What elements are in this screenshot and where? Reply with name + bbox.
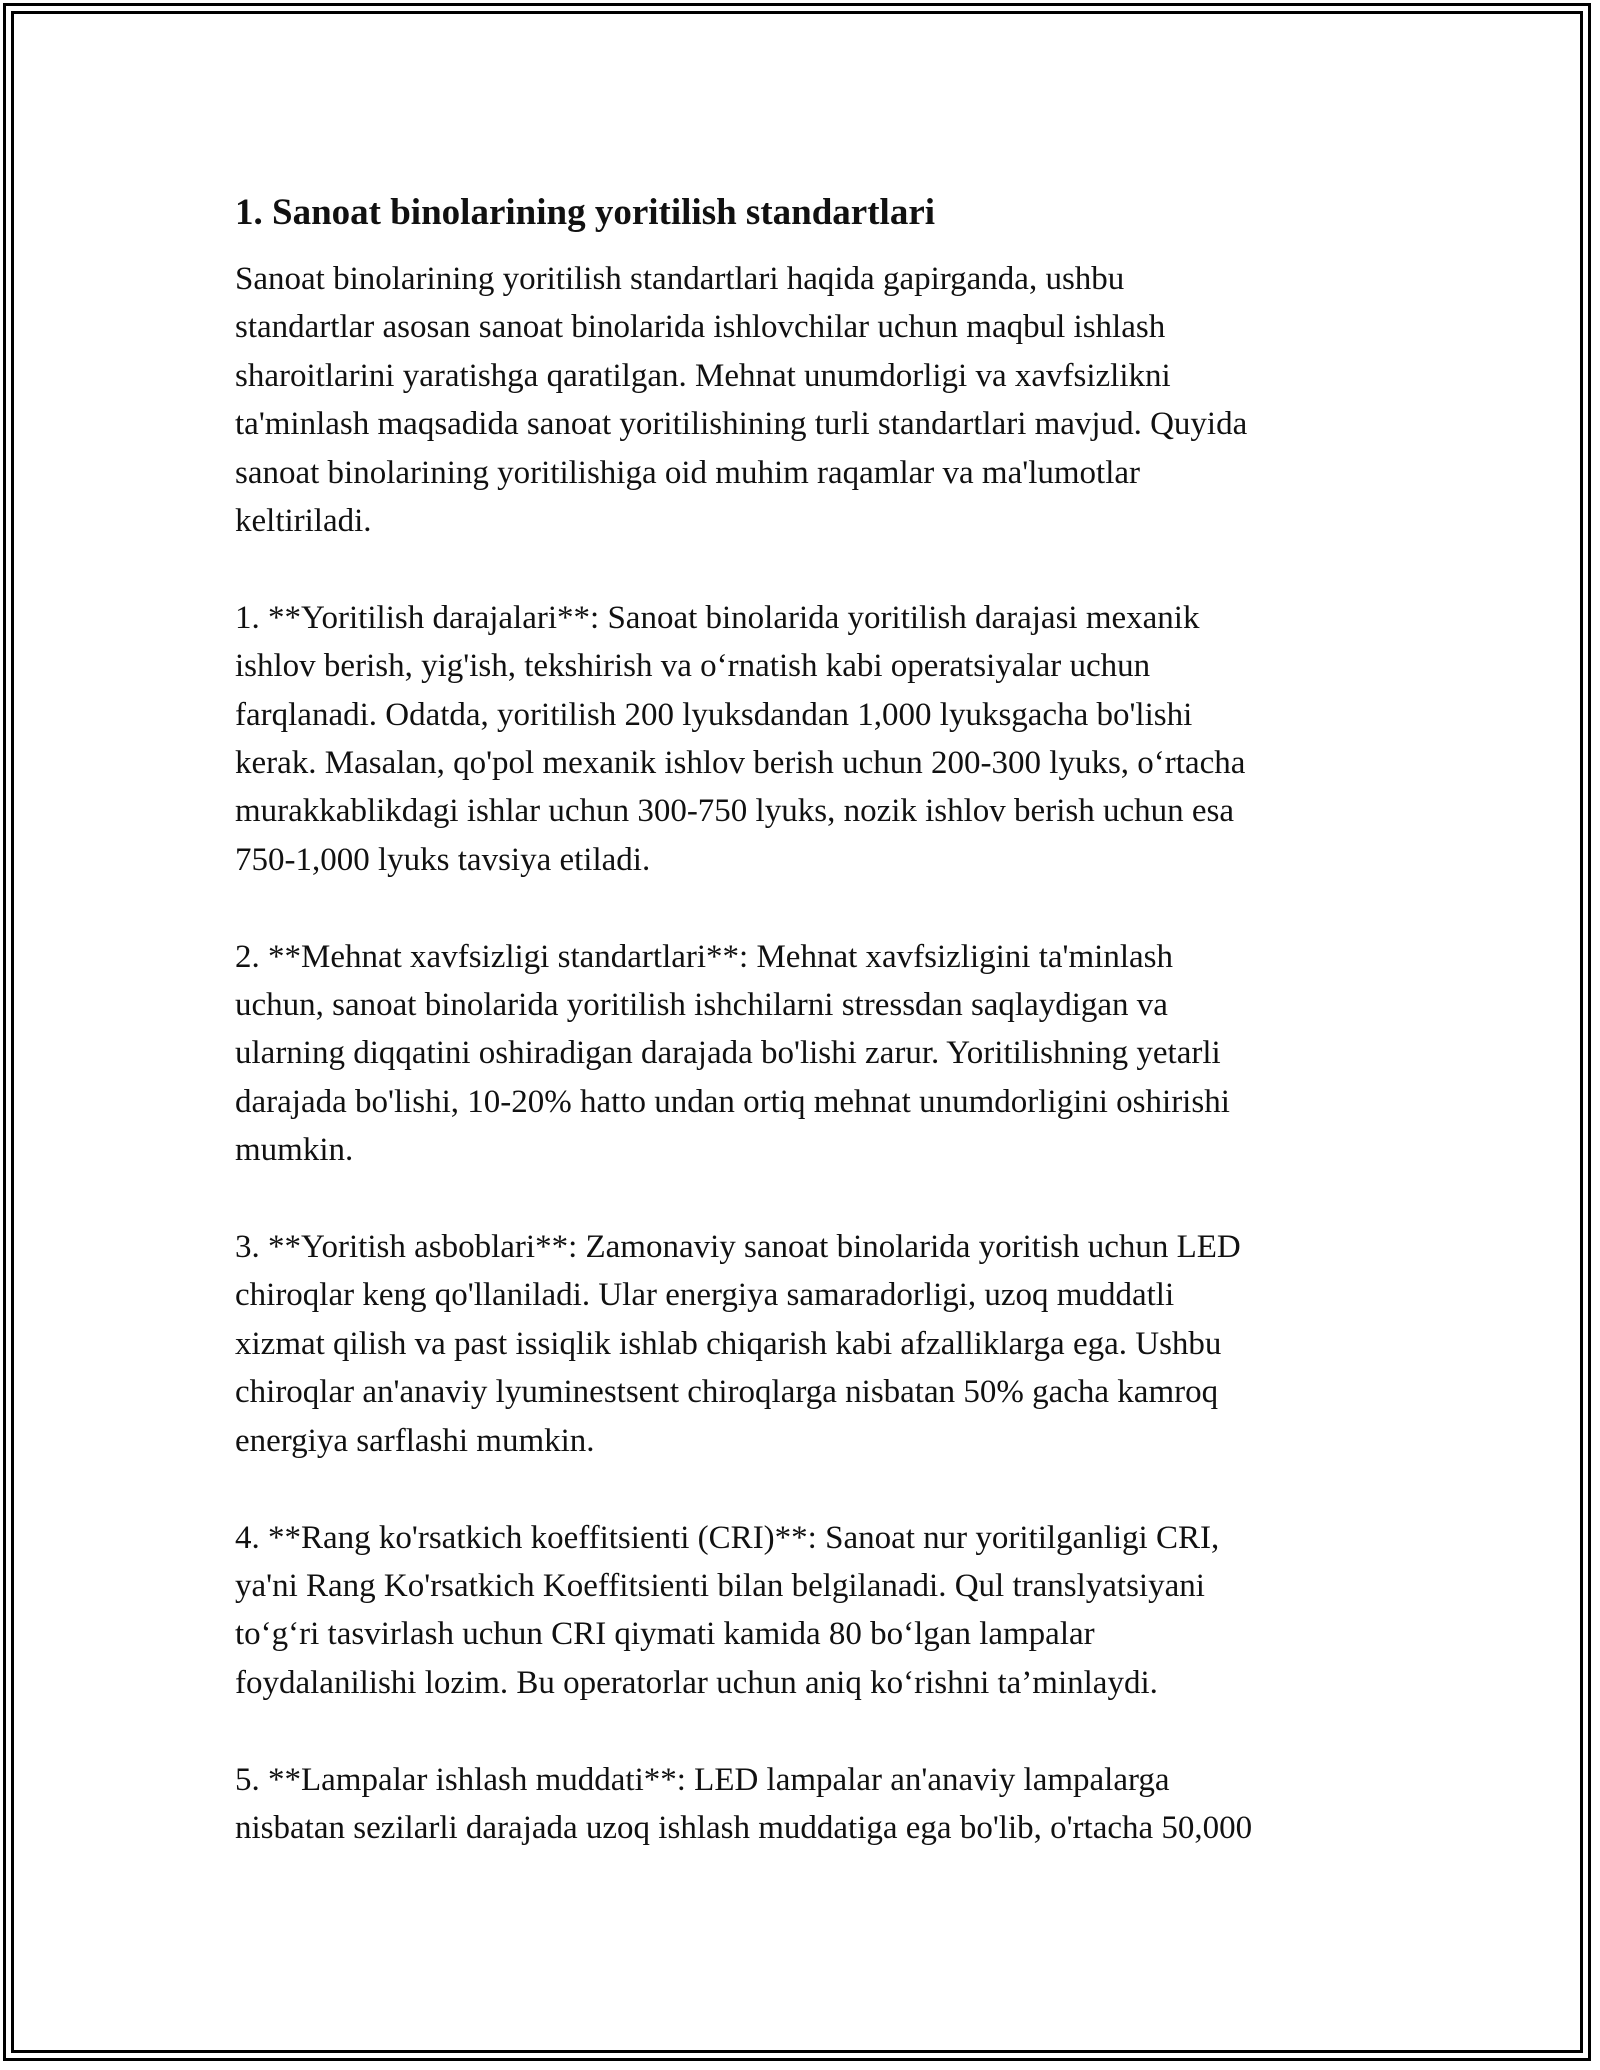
intro-paragraph	[235, 255, 1380, 545]
list-item-cri	[235, 1514, 1380, 1708]
text-line: to‘g‘ri tasvirlash uchun CRI qiymati kamida 80 bo‘lgan lampalar	[235, 1616, 1095, 1653]
text-line: mumkin.	[235, 1132, 354, 1169]
text-line: ta'minlash maqsadida sanoat yoritilishining turli standartlari mavjud. Quyida	[235, 406, 1248, 443]
text-line: farqlanadi. Odatda, yoritilish 200 lyuksdandan 1,000 lyuksgacha bo'lishi	[235, 696, 1193, 733]
text-line: uchun, sanoat binolarida yoritilish ishchilarni stressdan saqlaydigan va	[235, 987, 1168, 1024]
text-line: 1. **Yoritilish darajalari**: Sanoat binolarida yoritilish darajasi mexanik	[235, 599, 1200, 636]
text-line: ishlov berish, yig'ish, tekshirish va o‘rnatish kabi operatsiyalar uchun	[235, 648, 1151, 685]
text-line: keltiriladi.	[235, 503, 372, 540]
list-item-lighting-levels	[235, 594, 1380, 884]
text-line: foydalanilishi lozim. Bu operatorlar uchun aniq ko‘rishni ta’minlaydi.	[235, 1664, 1158, 1701]
text-line: 5. **Lampalar ishlash muddati**: LED lampalar an'anaviy lampalarga	[235, 1761, 1170, 1798]
text-line: kerak. Masalan, qo'pol mexanik ishlov berish uchun 200-300 lyuks, o‘rtacha	[235, 745, 1246, 782]
text-line: standartlar asosan sanoat binolarida ishlovchilar uchun maqbul ishlash	[235, 309, 1166, 346]
text-line: 750-1,000 lyuks tavsiya etiladi.	[235, 841, 651, 878]
text-line: Sanoat binolarining yoritilish standartlari haqida gapirganda, ushbu	[235, 261, 1125, 297]
text-line: 2. **Mehnat xavfsizligi standartlari**: Mehnat xavfsizligini ta'minlash	[235, 938, 1173, 975]
text-line: sharoitlarini yaratishga qaratilgan. Mehnat unumdorligi va xavfsizlikni	[235, 357, 1171, 394]
list-item-safety-standards	[235, 933, 1380, 1175]
text-line: 4. **Rang ko'rsatkich koeffitsienti (CRI)**: Sanoat nur yoritilganligi CRI,	[235, 1519, 1220, 1556]
text-line: ularning diqqatini oshiradigan darajada bo'lishi zarur. Yoritilishning yetarli	[235, 1035, 1221, 1072]
text-line: xizmat qilish va past issiqlik ishlab chiqarish kabi afzalliklarga ega. Ushbu	[235, 1325, 1222, 1362]
text-line: sanoat binolarining yoritilishiga oid muhim raqamlar va ma'lumotlar	[235, 454, 1141, 491]
document-body	[235, 185, 1380, 1852]
text-line: ya'ni Rang Ko'rsatkich Koeffitsienti bilan belgilanadi. Qul translyatsiyani	[235, 1567, 1205, 1604]
text-line: murakkablikdagi ishlar uchun 300-750 lyuks, nozik ishlov berish uchun esa	[235, 793, 1234, 830]
text-line: nisbatan sezilarli darajada uzoq ishlash muddatiga ega bo'lib, o'rtacha 50,000	[235, 1809, 1253, 1846]
list-item-lighting-fixtures	[235, 1223, 1380, 1465]
text-line: chiroqlar an'anaviy lyuminestsent chiroqlarga nisbatan 50% gacha kamroq	[235, 1374, 1219, 1411]
list-item-lamp-lifetime	[235, 1756, 1380, 1853]
text-line: energiya sarflashi mumkin.	[235, 1422, 595, 1459]
text-line: chiroqlar keng qo'llaniladi. Ular energiya samaradorligi, uzoq muddatli	[235, 1277, 1175, 1314]
text-line: 3. **Yoritish asboblari**: Zamonaviy sanoat binolarida yoritish uchun LED	[235, 1229, 1241, 1266]
text-line: darajada bo'lishi, 10-20% hatto undan ortiq mehnat unumdorligini oshirishi	[235, 1083, 1230, 1120]
document-title: 1. Sanoat binolarining yoritilish standartlari	[235, 192, 936, 233]
